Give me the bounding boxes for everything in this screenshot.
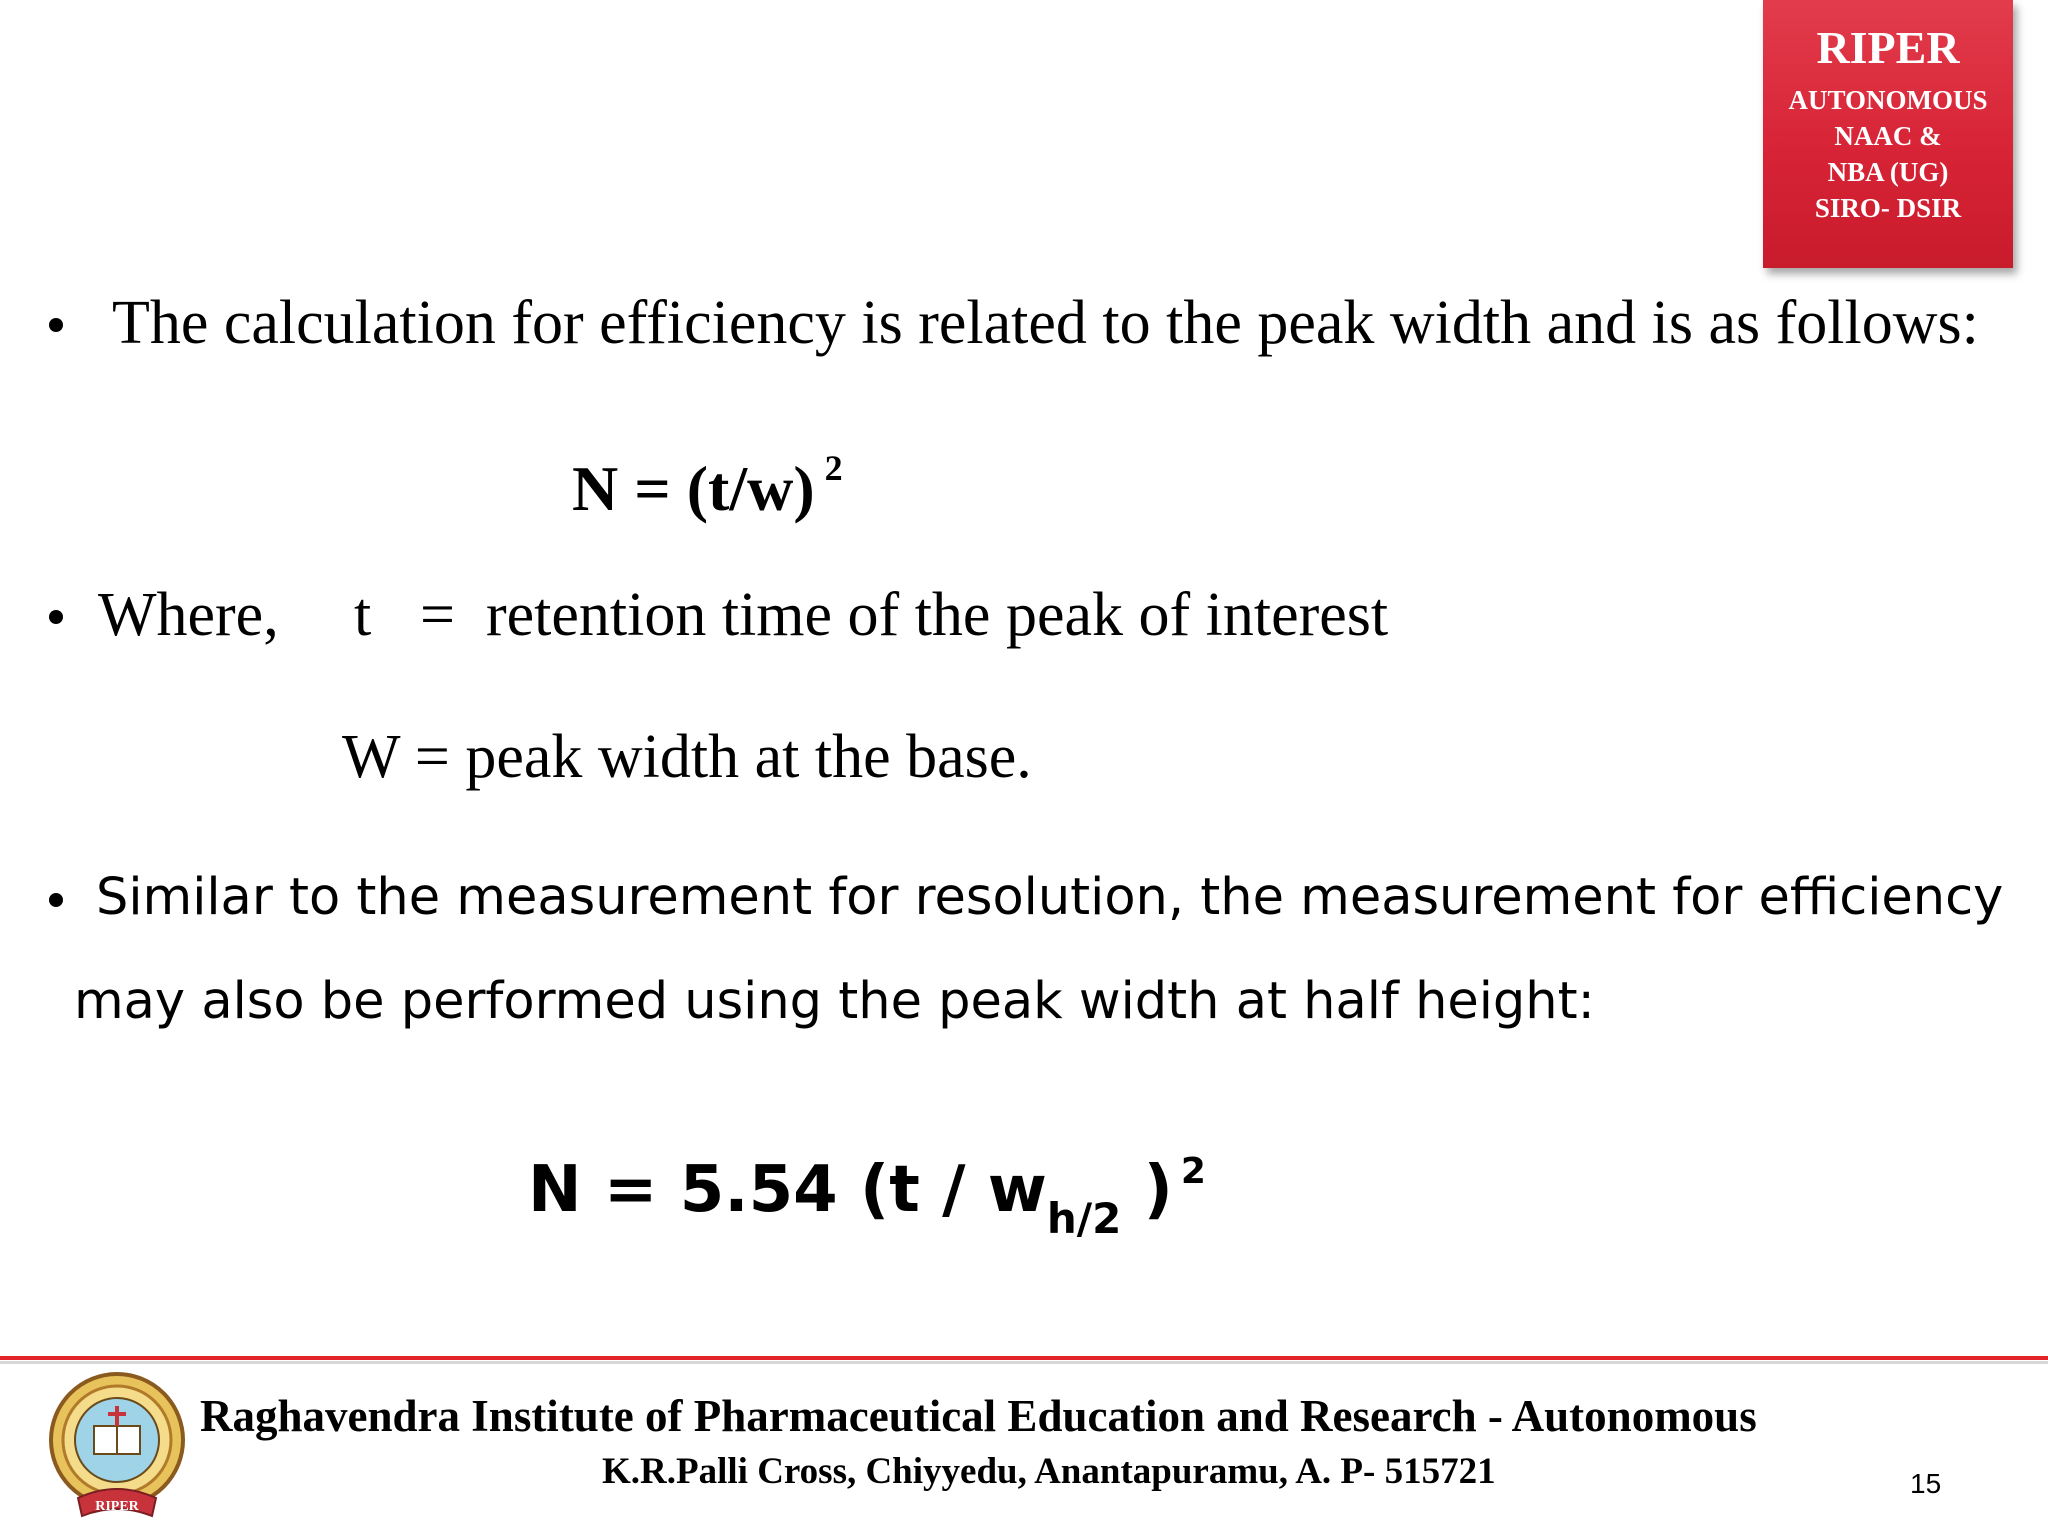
equals-sign: =	[420, 581, 455, 649]
formula-main: N = 5.54 (t / w	[528, 1153, 1047, 1227]
badge-line: NBA (UG)	[1827, 157, 1949, 187]
logo-ribbon-text: RIPER	[95, 1499, 139, 1514]
t-definition: retention time of the peak of interest	[486, 581, 1389, 649]
badge-line: NAAC &	[1834, 121, 1942, 151]
institute-logo-icon	[38, 1368, 196, 1526]
bullet-marker	[49, 318, 63, 332]
variable-t: t	[354, 581, 372, 649]
formula-exponent: 2	[824, 448, 843, 488]
bullet-3-continuation: may also be performed using the peak width at half height:	[74, 972, 1595, 1031]
footer-divider	[0, 1356, 2048, 1360]
half-height-formula	[528, 1150, 1206, 1243]
bullet-marker	[49, 610, 63, 624]
formula-exponent: 2	[1180, 1151, 1206, 1192]
w-definition: W = peak width at the base.	[342, 723, 1032, 791]
institute-name: Raghavendra Institute of Pharmaceutical Education and Research - Autonomous	[200, 1391, 1757, 1441]
where-label: Where,	[98, 581, 279, 649]
efficiency-formula	[572, 432, 843, 525]
badge-line: AUTONOMOUS	[1788, 85, 1988, 115]
page-number: 15	[1910, 1468, 1942, 1499]
bullet-marker	[49, 893, 63, 907]
formula-close: )	[1121, 1153, 1173, 1227]
badge-title: RIPER	[1816, 22, 1960, 73]
footer-divider-shadow	[0, 1361, 2048, 1364]
formula-subscript: h/2	[1046, 1194, 1122, 1243]
bullet-1-text: The calculation for efficiency is related to the peak width and is as follows:	[112, 289, 1979, 357]
institute-address: K.R.Palli Cross, Chiyyedu, Anantapuramu, A. P- 515721	[602, 1451, 1496, 1492]
accreditation-badge	[1763, 0, 2013, 268]
bullet-3-text: Similar to the measurement for resolution, the measurement for efficiency	[96, 868, 2004, 927]
badge-line: SIRO- DSIR	[1814, 193, 1962, 223]
formula-main: N = (t/w)	[572, 453, 815, 524]
